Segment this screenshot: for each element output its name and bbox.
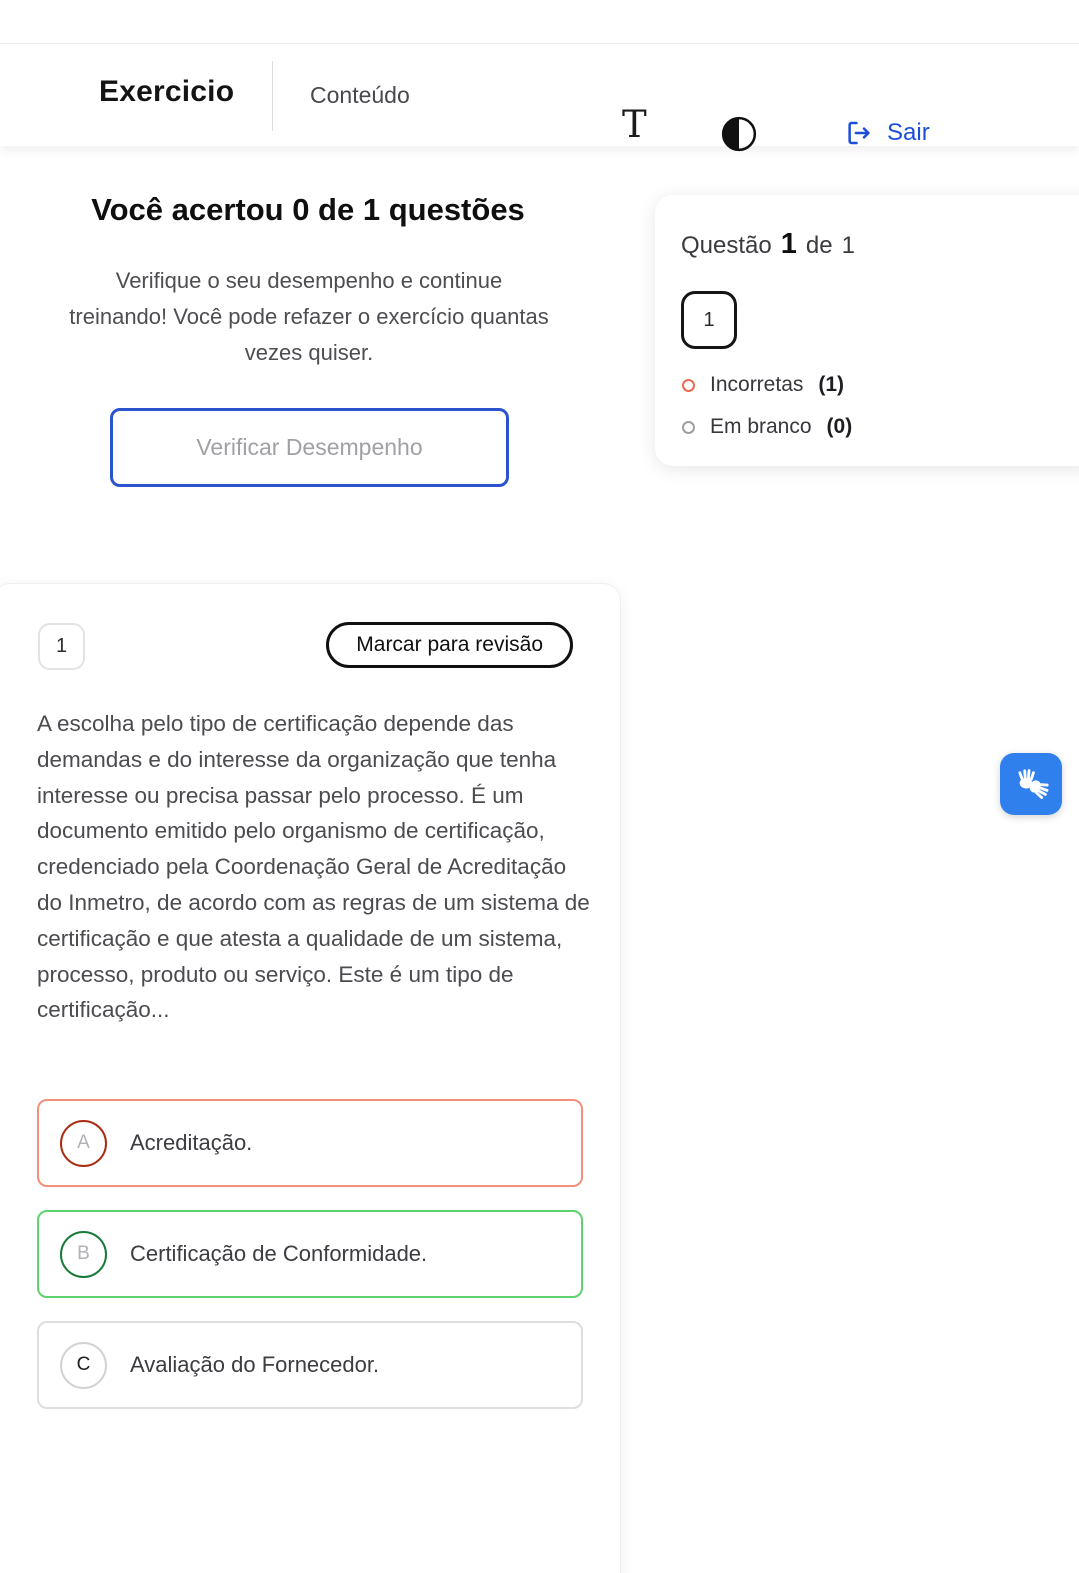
nav-conteudo[interactable]: Conteúdo — [310, 82, 410, 108]
header-divider — [272, 61, 273, 131]
question-1-nav-box[interactable]: 1 — [681, 291, 737, 349]
question-counter-total: 1 — [841, 232, 855, 259]
question-counter-current: 1 — [780, 228, 797, 260]
option-c-label: Avaliação do Fornecedor. — [130, 1352, 380, 1377]
contrast-icon[interactable] — [720, 115, 758, 156]
option-b-letter: B — [60, 1231, 107, 1278]
logout-label: Sair — [887, 119, 930, 146]
question-counter-prefix: Questão — [681, 232, 772, 259]
libras-hands-icon — [1011, 764, 1051, 804]
legend-blank-label: Em branco — [710, 415, 812, 438]
option-a-letter: A — [60, 1120, 107, 1167]
top-strip — [0, 0, 1079, 44]
incorrect-dot-icon — [682, 379, 695, 392]
verify-performance-button[interactable]: Verificar Desempenho — [110, 408, 509, 487]
result-subtitle: Verifique o seu desempenho e continue treinando! Você pode refazer o exercício quantas vezes quiser. — [69, 268, 549, 365]
mark-for-review-button[interactable]: Marcar para revisão — [326, 622, 573, 668]
question-card — [0, 583, 621, 1573]
libras-accessibility-button[interactable] — [1000, 753, 1062, 815]
logout-icon — [844, 118, 874, 148]
legend — [682, 373, 852, 439]
header — [0, 44, 1079, 146]
legend-incorrect-label: Incorretas — [710, 373, 804, 396]
option-a[interactable] — [37, 1099, 583, 1187]
question-text: A escolha pelo tipo de certificação depende das demandas e do interesse da organização que tenha interesse ou precisa passar pelo processo. É um documento emitido pelo organismo de certificação, credenciado pela Coordenação Geral de Acreditação do Inmetro, de acordo com as regras de um sistema de certificação e que atesta a qualidade de um sistema, processo, produto ou serviço. Este é um tipo de certificação... — [37, 711, 590, 1023]
option-b-label: Certificação de Conformidade. — [130, 1241, 428, 1266]
question-navigator-panel — [655, 195, 1079, 466]
option-c[interactable] — [37, 1321, 583, 1409]
blank-dot-icon — [682, 421, 695, 434]
option-a-label: Acreditação. — [130, 1130, 253, 1155]
logout-button[interactable] — [844, 118, 930, 148]
legend-blank — [682, 415, 852, 439]
half-circle-contrast-icon — [720, 115, 758, 153]
legend-blank-count: (0) — [826, 415, 853, 438]
question-number-badge: 1 — [38, 623, 85, 670]
text-size-icon[interactable]: T — [622, 103, 647, 146]
result-title: Você acertou 0 de 1 questões — [91, 192, 525, 227]
app-title: Exercicio — [99, 75, 235, 108]
legend-incorrect — [682, 373, 852, 397]
legend-incorrect-count: (1) — [818, 373, 845, 396]
option-b[interactable] — [37, 1210, 583, 1298]
option-c-letter: C — [60, 1342, 107, 1389]
question-counter-of: de — [805, 232, 833, 259]
question-counter — [681, 228, 855, 261]
